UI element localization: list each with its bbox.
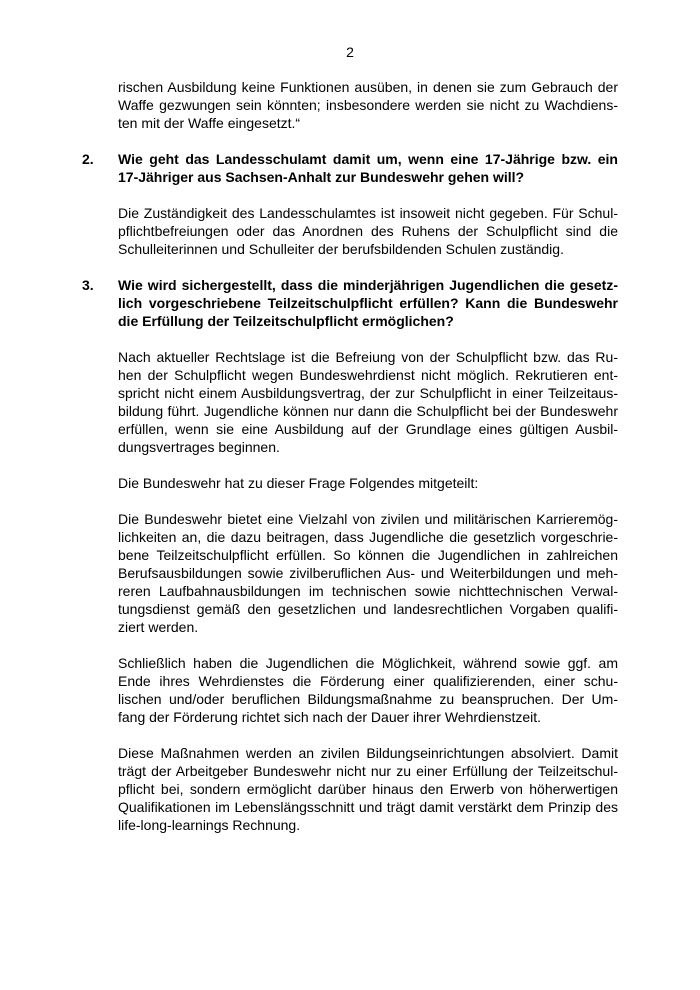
text-line: pflichtbefreiungen oder das Anordnen des Ruhens der Schulpflicht sind die: [118, 223, 618, 239]
question-number: 3.: [82, 277, 94, 293]
text-line: trägt der Arbeitgeber Bundeswehr nicht nur zu einer Erfüllung der Teilzeitschul-: [118, 763, 618, 779]
text-line: Waffe gezwungen sein könnten; insbesondere werden sie nicht zu Wachdiens-: [118, 97, 618, 113]
text-line: Nach aktueller Rechtslage ist die Befreiung von der Schulpflicht bzw. das Ru-: [118, 349, 618, 365]
text-line: Wie wird sichergestellt, dass die minderjährigen Jugendlichen die gesetz-: [118, 277, 618, 293]
text-line: ten mit der Waffe eingesetzt.“: [118, 115, 301, 131]
text-line: spricht nicht einem Ausbildungsvertrag, der zur Schulpflicht in einer Teilzeitaus-: [118, 385, 618, 401]
text-line: life-long-learnings Rechnung.: [118, 817, 301, 833]
text-line: Ende ihres Wehrdienstes die Förderung einer qualifizierenden, einer schu-: [118, 673, 618, 689]
text-line: pflicht bei, sondern ermöglicht darüber hinaus den Erwerb von höherwertigen: [118, 781, 618, 797]
question-2: [82, 150, 618, 186]
page-number: 2: [346, 44, 354, 60]
text-line: 17-Jähriger aus Sachsen-Anhalt zur Bundeswehr gehen will?: [118, 169, 525, 185]
answer-3-paragraph-2: [118, 474, 618, 492]
answer-3-paragraph-3: [118, 510, 618, 636]
page-content: [82, 78, 618, 852]
text-line: Die Bundeswehr bietet eine Vielzahl von zivilen und militärischen Karrieremög-: [118, 511, 618, 527]
text-line: reren Laufbahnausbildungen im technischen sowie nichttechnischen Verwal-: [118, 583, 618, 599]
text-line: Qualifikationen im Lebenslängsschnitt und trägt damit verstärkt dem Prinzip des: [118, 799, 618, 815]
text-line: tungsdienst gemäß den gesetzlichen und landesrechtlichen Vorgaben qualifi-: [118, 601, 618, 617]
text-line: bildung führt. Jugendliche können nur dann die Schulpflicht bei der Bundeswehr: [118, 403, 618, 419]
text-line: Schließlich haben die Jugendlichen die Möglichkeit, während sowie ggf. am: [118, 655, 618, 671]
answer-3-paragraph-5: [118, 744, 618, 834]
text-line: fang der Förderung richtet sich nach der Dauer ihrer Wehrdienstzeit.: [118, 709, 542, 725]
question-3: [82, 276, 618, 330]
text-line: Schulleiterinnen und Schulleiter der berufsbildenden Schulen zuständig.: [118, 241, 564, 257]
answer-3-paragraph-1: [118, 348, 618, 456]
text-line: lischen und/oder beruflichen Bildungsmaßnahme zu beanspruchen. Der Um-: [118, 691, 618, 707]
text-line: die Erfüllung der Teilzeitschulpflicht ermöglichen?: [118, 313, 454, 329]
text-line: Die Zuständigkeit des Landesschulamtes ist insoweit nicht gegeben. Für Schul-: [118, 205, 618, 221]
text-line: Wie geht das Landesschulamt damit um, wenn eine 17-Jährige bzw. ein: [118, 151, 618, 167]
text-line: lichkeiten an, die dazu beitragen, dass Jugendliche die gesetzlich vorgeschrie-: [118, 529, 618, 545]
answer-3-paragraph-4: [118, 654, 618, 726]
text-line: hen der Schulpflicht wegen Bundeswehrdienst nicht möglich. Rekrutieren ent-: [118, 367, 618, 383]
text-line: lich vorgeschriebene Teilzeitschulpflicht erfüllen? Kann die Bundeswehr: [118, 295, 618, 311]
text-line: Die Bundeswehr hat zu dieser Frage Folgendes mitgeteilt:: [118, 475, 479, 491]
text-line: dungsvertrages beginnen.: [118, 439, 280, 455]
text-line: erfüllen, wenn sie eine Ausbildung auf der Grundlage eines gültigen Ausbil-: [118, 421, 618, 437]
text-line: Berufsausbildungen sowie zivilberuflichen Aus- und Weiterbildungen und meh-: [118, 565, 618, 581]
question-number: 2.: [82, 151, 94, 167]
text-line: ziert werden.: [118, 619, 199, 635]
text-line: rischen Ausbildung keine Funktionen ausüben, in denen sie zum Gebrauch der: [118, 79, 618, 95]
answer-2: [118, 204, 618, 258]
text-line: bene Teilzeitschulpflicht erfüllen. So können die Jugendlichen in zahlreichen: [118, 547, 618, 563]
text-line: Diese Maßnahmen werden an zivilen Bildungseinrichtungen absolviert. Damit: [118, 745, 618, 761]
continuation-paragraph: [118, 78, 618, 132]
